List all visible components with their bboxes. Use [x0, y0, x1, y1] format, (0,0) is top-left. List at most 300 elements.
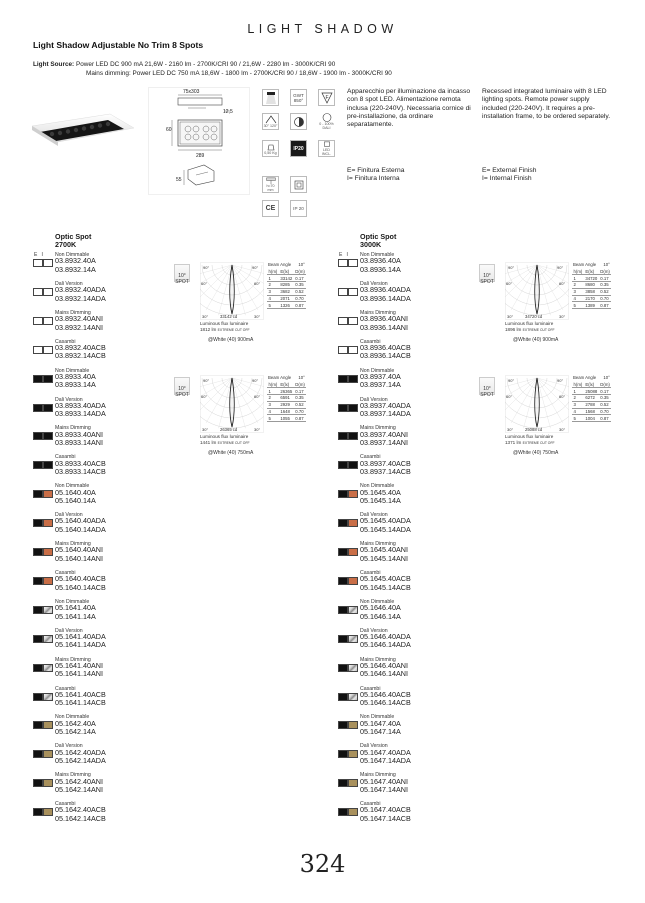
table-cell: 1004 — [584, 415, 599, 422]
finish-external-swatch — [338, 375, 348, 383]
table-cell: 4 — [267, 295, 279, 302]
table-cell: 0.35 — [294, 282, 307, 289]
table-row — [267, 288, 306, 295]
finish-internal-swatch — [43, 808, 53, 816]
product-code: 05.1645.40ACB — [360, 574, 411, 584]
finish-external-swatch — [338, 404, 348, 412]
finish-external-swatch — [33, 490, 43, 498]
product-code: 05.1647.40A — [360, 718, 401, 728]
finish-internal-swatch — [348, 346, 358, 354]
table-header-cell: E(lx) — [584, 381, 599, 388]
version-label: Non Dimmable — [55, 367, 90, 374]
table-header-cell: D(m) — [295, 268, 305, 274]
polar-diagram — [200, 375, 264, 433]
finish-external-swatch — [33, 432, 43, 440]
product-code: 05.1642.40ANI — [55, 776, 103, 786]
product-code: 05.1645.40A — [360, 487, 401, 497]
finish-internal-swatch — [348, 779, 358, 787]
finish-internal-swatch — [348, 432, 358, 440]
version-label: Dali Version — [55, 396, 83, 403]
product-code: 03.8937.14A — [360, 380, 401, 390]
f-mark-icon — [318, 89, 335, 106]
finish-internal-swatch — [43, 693, 53, 701]
product-code: 05.1642.14ACB — [55, 813, 106, 823]
product-code: 03.8936.40ADA — [360, 285, 411, 295]
description-italian: Apparecchio per illuminazione da incasso con 8 spot LED. Alimentazione remota inclusa (220-240V). Necessaria cornice di pre-installazione, da ordinare separatamente. — [347, 88, 471, 129]
product-code: 05.1642.14A — [55, 727, 96, 737]
version-label: Dali Version — [55, 743, 83, 750]
power-caption: @White (40) 900mA — [513, 337, 559, 343]
finish-internal-swatch — [43, 721, 53, 729]
version-label: Non Dimmable — [55, 598, 90, 605]
polar-angle-label: 60° — [559, 394, 566, 399]
table-cell: 0.70 — [599, 295, 612, 302]
table-cell: 0.17 — [599, 275, 612, 282]
finish-internal-swatch — [348, 606, 358, 614]
ce-mark-icon: CE — [262, 200, 279, 217]
polar-angle-label: 30° — [254, 427, 261, 432]
table-header-cell: h(m) — [268, 268, 278, 274]
polar-angle-label: 90° — [203, 265, 210, 270]
version-label: Mains Dimming — [55, 425, 91, 432]
product-code: 03.8936.14ACB — [360, 351, 411, 361]
table-header-row — [267, 381, 306, 388]
ip20-badge-icon: IP20 — [290, 140, 307, 157]
finish-internal-swatch — [43, 346, 53, 354]
finish-external-swatch — [33, 750, 43, 758]
finish-external-swatch — [338, 779, 348, 787]
version-label: Non Dimmable — [360, 483, 395, 490]
dimmer-icon — [290, 113, 307, 130]
luminous-flux-label: Luminous flux luminaire — [200, 434, 249, 439]
finish-ei-label: E I — [34, 252, 43, 258]
table-row — [267, 275, 306, 282]
finish-external-swatch — [338, 606, 348, 614]
finish-internal-swatch — [43, 375, 53, 383]
beam-angle-title — [573, 375, 610, 380]
finish-external-swatch — [33, 721, 43, 729]
recess-height-icon — [262, 176, 279, 193]
version-label: Mains Dimming — [360, 772, 396, 779]
product-code: 05.1647.40ADA — [360, 747, 411, 757]
product-code: 03.8936.40A — [360, 256, 401, 266]
finish-external-swatch — [33, 461, 43, 469]
product-code: 03.8932.14ACB — [55, 351, 106, 361]
product-code: 05.1641.40ACB — [55, 689, 106, 699]
finish-internal-swatch — [348, 461, 358, 469]
beam-angle-value: 10° — [603, 262, 610, 267]
product-code: 05.1640.14A — [55, 495, 96, 505]
flux-note: EXTREME CUT OFF — [522, 327, 555, 332]
finish-external-swatch — [33, 375, 43, 383]
product-code: 03.8933.14A — [55, 380, 96, 390]
table-cell: 1326 — [279, 302, 294, 309]
product-code: 05.1641.14ANI — [55, 669, 103, 679]
table-header-cell: h(m) — [268, 381, 278, 387]
finish-external-swatch — [338, 750, 348, 758]
table-row — [572, 408, 611, 415]
version-label: Casambi — [55, 338, 76, 345]
flux-note: EXTREME CUT OFF — [217, 327, 250, 332]
version-label: Mains Dimming — [360, 541, 396, 547]
flux-lumen: 1812 lm — [200, 326, 217, 332]
version-label: Dali Version — [55, 280, 83, 287]
finish-external-swatch — [33, 606, 43, 614]
product-code: 05.1642.40ADA — [55, 747, 106, 757]
flux-lumen: 1371 lm — [505, 439, 522, 445]
finish-internal-swatch — [348, 404, 358, 412]
finish-external-swatch — [338, 461, 348, 469]
table-cell: 2788 — [584, 401, 599, 408]
table-cell: 0.52 — [599, 401, 612, 408]
polar-angle-label: 90° — [508, 265, 515, 270]
version-label: Casambi — [55, 801, 76, 808]
finish-external-swatch — [33, 317, 43, 325]
finish-internal-swatch — [43, 750, 53, 758]
illuminance-table — [572, 268, 611, 309]
product-code: 05.1641.14A — [55, 611, 96, 621]
finish-internal-swatch — [43, 577, 53, 585]
product-code: 05.1642.14ANI — [55, 784, 103, 794]
finish-internal-swatch — [43, 317, 53, 325]
polar-angle-label: 60° — [201, 281, 208, 286]
finish-external-swatch — [33, 664, 43, 672]
light-source-label: Light Source: — [33, 61, 75, 68]
tilt-angle-icon — [262, 113, 279, 130]
finish-internal-swatch — [348, 519, 358, 527]
product-code: 03.8932.40ADA — [55, 285, 106, 295]
product-code: 03.8932.40ANI — [55, 314, 103, 324]
table-header-cell: E(lx) — [279, 268, 294, 275]
led-included-caption: LED INCL. — [321, 148, 332, 156]
table-cell: 2 — [267, 282, 279, 289]
table-row — [572, 275, 611, 282]
beam-angle-title — [573, 262, 610, 267]
table-row — [267, 282, 306, 289]
beam-angle-value: 10° — [298, 375, 305, 380]
product-code: 03.8932.14ADA — [55, 293, 106, 303]
polar-diagram — [505, 375, 569, 433]
product-code: 03.8936.40ACB — [360, 343, 411, 352]
version-label: Mains Dimming — [55, 309, 91, 316]
column-title-optic: Optic Spot — [55, 232, 92, 241]
product-code: 05.1647.14ACB — [360, 813, 411, 823]
description-english: Recessed integrated luminaire with 8 LED lighting spots. Remote power supply included (220-240V). It requires a pre-installation frame, to be ordered separately. — [482, 88, 611, 120]
version-label: Casambi — [55, 454, 76, 461]
polar-angle-label: 60° — [506, 394, 513, 399]
column-title-cct: 3000K — [360, 240, 382, 249]
table-row — [267, 295, 306, 302]
table-row — [572, 388, 611, 395]
product-code: 05.1646.40A — [360, 603, 401, 613]
table-cell: 0.35 — [599, 282, 612, 289]
product-code: 05.1641.14ACB — [55, 698, 106, 708]
recess-height-caption: h=70 mm — [266, 184, 275, 192]
table-cell: 3 — [267, 401, 279, 408]
product-code: 05.1646.14A — [360, 611, 401, 621]
product-code: 03.8932.14A — [55, 264, 96, 274]
light-source-line-1 — [33, 61, 335, 68]
product-code: 05.1640.14ACB — [55, 582, 106, 592]
table-cell: 0.87 — [599, 415, 612, 422]
table-cell: 0.87 — [294, 302, 307, 309]
finish-internal-swatch — [43, 606, 53, 614]
table-row — [572, 295, 611, 302]
table-cell: 0.70 — [294, 295, 307, 302]
finish-internal-swatch — [43, 519, 53, 527]
version-label: Dali Version — [55, 627, 83, 634]
finish-it-external: E= Finitura Esterna — [347, 167, 405, 174]
version-label: Non Dimmable — [55, 252, 90, 258]
table-cell: 0.70 — [599, 408, 612, 415]
finish-internal-swatch — [348, 808, 358, 816]
polar-angle-label: 60° — [559, 281, 566, 286]
product-code: 05.1640.40ADA — [55, 516, 106, 526]
product-code: 05.1640.14ADA — [55, 524, 106, 534]
spot-label: 10° SPOT — [480, 386, 494, 398]
spot-label: 10° SPOT — [175, 386, 189, 398]
finish-external-swatch — [33, 779, 43, 787]
finish-internal-swatch — [348, 664, 358, 672]
polar-diagram — [200, 262, 264, 320]
product-code: 03.8933.14ACB — [55, 467, 106, 476]
spot-label: 10° SPOT — [175, 273, 189, 285]
table-cell: 1389 — [584, 302, 599, 309]
table-cell: 3858 — [584, 288, 599, 295]
frame-icon — [290, 176, 307, 193]
polar-angle-label: 30° — [202, 427, 209, 432]
version-label: Mains Dimming — [55, 656, 91, 663]
finish-external-swatch — [338, 346, 348, 354]
product-code: 03.8932.14ANI — [55, 322, 103, 332]
finish-internal-swatch — [43, 635, 53, 643]
luminous-flux-value — [505, 440, 555, 446]
ip-rating-icon — [290, 200, 307, 217]
table-row — [572, 288, 611, 295]
table-header-cell: h(m) — [573, 268, 583, 274]
polar-angle-label: 30° — [507, 427, 514, 432]
beam-angle-value: 10° — [603, 375, 610, 380]
finish-external-swatch — [338, 432, 348, 440]
polar-angle-label: 30° — [507, 314, 514, 319]
dim-side: 55 — [176, 177, 182, 183]
dim-left: 60 — [166, 127, 172, 133]
product-code: 03.8936.14ADA — [360, 293, 411, 303]
table-cell: 0.52 — [294, 401, 307, 408]
polar-intensity-label: 26365 cd — [220, 427, 238, 432]
luminous-flux-value — [200, 440, 250, 446]
finish-external-swatch — [33, 259, 43, 267]
table-cell: 1648 — [279, 408, 294, 415]
gwt-850-icon: GWT 850° — [290, 89, 307, 106]
polar-angle-label: 90° — [557, 265, 564, 270]
column-title-cct: 2700K — [55, 240, 77, 249]
table-cell: 0.87 — [294, 415, 307, 422]
product-code: 03.8936.40ANI — [360, 314, 408, 324]
finish-external-swatch — [338, 721, 348, 729]
product-code: 05.1640.40ACB — [55, 574, 106, 584]
finish-external-swatch — [338, 519, 348, 527]
table-cell: 1 — [572, 388, 584, 395]
table-header-row — [572, 381, 611, 388]
polar-angle-label: 90° — [252, 378, 259, 383]
beam-spot-icon — [262, 89, 279, 106]
product-code: 05.1645.40ADA — [360, 516, 411, 526]
spot-label: 10° SPOT — [480, 273, 494, 285]
weight-caption: 0,50 Kg — [264, 150, 277, 155]
finish-external-swatch — [33, 577, 43, 585]
power-caption: @White (40) 750mA — [208, 450, 254, 456]
finish-external-swatch — [338, 548, 348, 556]
table-header-cell: E(lx) — [279, 381, 294, 388]
version-label: Non Dimmable — [360, 367, 395, 374]
finish-internal-swatch — [348, 721, 358, 729]
finish-external-swatch — [33, 808, 43, 816]
light-source-text-1: Power LED DC 900 mA 21,6W - 2160 lm - 2700K/CRI 90 / 21,6W - 2280 lm - 3000K/CRI 90 — [75, 61, 336, 68]
product-code: 03.8936.14ANI — [360, 322, 408, 332]
luminous-flux-value — [505, 327, 555, 333]
product-code: 05.1646.14ANI — [360, 669, 408, 679]
finish-en-internal: I= Internal Finish — [482, 175, 532, 182]
table-row — [267, 388, 306, 395]
table-cell: 3 — [267, 288, 279, 295]
finish-external-swatch — [338, 808, 348, 816]
version-label: Non Dimmable — [360, 714, 395, 721]
table-cell: 3 — [572, 288, 584, 295]
product-code: 03.8937.40ACB — [360, 458, 411, 468]
table-row — [267, 415, 306, 422]
product-code: 05.1640.14ANI — [55, 553, 103, 563]
version-label: Mains Dimming — [360, 309, 396, 316]
table-cell: 5 — [572, 415, 584, 422]
flux-lumen: 1896 lm — [505, 326, 522, 332]
illuminance-table — [267, 268, 306, 309]
table-row — [572, 282, 611, 289]
product-code: 03.8933.40A — [55, 371, 96, 381]
version-label: Casambi — [360, 454, 381, 461]
table-row — [572, 415, 611, 422]
tilt-angle-caption: 30° 120° — [263, 124, 278, 128]
product-code: 05.1646.14ADA — [360, 640, 411, 650]
table-cell: 8285 — [279, 282, 294, 289]
brand-title: LIGHT SHADOW — [247, 22, 398, 36]
product-code: 03.8937.40ADA — [360, 400, 411, 410]
version-label: Casambi — [55, 685, 76, 692]
luminous-flux-value — [200, 327, 250, 333]
version-label: Casambi — [360, 569, 381, 576]
polar-angle-label: 30° — [559, 427, 566, 432]
polar-angle-label: 30° — [254, 314, 261, 319]
beam-angle-label: Beam Angle — [573, 375, 597, 380]
beam-angle-title — [268, 375, 305, 380]
product-code: 03.8932.40A — [55, 256, 96, 266]
flux-note: EXTREME CUT OFF — [522, 440, 555, 445]
table-cell: 0.52 — [294, 288, 307, 295]
product-photo — [30, 112, 136, 156]
product-code: 05.1647.14ADA — [360, 756, 411, 765]
table-cell: 5 — [267, 302, 279, 309]
finish-internal-swatch — [43, 259, 53, 267]
table-cell: 0.17 — [294, 275, 307, 282]
table-cell: 4 — [572, 295, 584, 302]
beam-angle-label: Beam Angle — [268, 375, 292, 380]
technical-drawing — [148, 87, 250, 195]
version-label: Dali Version — [55, 512, 83, 519]
finish-external-swatch — [338, 490, 348, 498]
finish-external-swatch — [338, 577, 348, 585]
weight-icon — [262, 140, 279, 157]
table-row — [267, 302, 306, 309]
version-label: Dali Version — [360, 743, 388, 750]
beam-angle-label: Beam Angle — [268, 262, 292, 267]
illuminance-table — [572, 381, 611, 422]
table-row — [572, 401, 611, 408]
version-label: Mains Dimming — [55, 541, 91, 547]
finish-internal-swatch — [348, 259, 358, 267]
product-code: 03.8937.14ANI — [360, 438, 408, 448]
version-label: Mains Dimming — [55, 772, 91, 779]
table-row — [572, 302, 611, 309]
version-label: Dali Version — [360, 396, 388, 403]
table-cell: 0.35 — [294, 395, 307, 402]
table-row — [572, 395, 611, 402]
dali-caption: 0 - 100% DALI — [319, 122, 334, 130]
polar-diagram — [505, 262, 569, 320]
table-cell: 8680 — [584, 282, 599, 289]
table-cell: 1055 — [279, 415, 294, 422]
finish-external-swatch — [33, 346, 43, 354]
product-code: 03.8933.40ACB — [55, 458, 106, 468]
finish-external-swatch — [338, 635, 348, 643]
product-code: 05.1642.40A — [55, 718, 96, 728]
polar-angle-label: 90° — [557, 378, 564, 383]
table-header-row — [267, 268, 306, 275]
dali-icon — [318, 113, 335, 130]
version-label: Dali Version — [360, 512, 388, 519]
finish-internal-swatch — [43, 461, 53, 469]
finish-internal-swatch — [348, 693, 358, 701]
finish-internal-swatch — [348, 750, 358, 758]
table-cell: 1 — [572, 275, 584, 282]
column-title-optic: Optic Spot — [360, 232, 397, 241]
product-code: 05.1642.40ACB — [55, 805, 106, 815]
table-cell: 34720 — [585, 275, 598, 281]
finish-internal-swatch — [348, 375, 358, 383]
table-cell: 25088 — [585, 388, 598, 394]
version-label: Non Dimmable — [360, 252, 395, 258]
table-cell: 2 — [572, 282, 584, 289]
finish-internal-swatch — [348, 635, 358, 643]
product-code: 05.1641.14ADA — [55, 640, 106, 650]
product-code: 05.1646.40ACB — [360, 689, 411, 699]
product-code: 05.1641.40A — [55, 603, 96, 613]
finish-external-swatch — [338, 664, 348, 672]
product-code: 05.1640.40A — [55, 487, 96, 497]
version-label: Mains Dimming — [360, 425, 396, 432]
finish-internal-swatch — [43, 404, 53, 412]
finish-external-swatch — [33, 404, 43, 412]
table-cell: 0.17 — [599, 388, 612, 395]
table-cell: 3682 — [279, 288, 294, 295]
finish-internal-swatch — [43, 432, 53, 440]
table-cell: 1 — [267, 275, 279, 282]
table-cell: 3 — [572, 401, 584, 408]
product-code: 05.1645.14ANI — [360, 553, 408, 563]
finish-external-swatch — [338, 259, 348, 267]
table-cell: 26365 — [280, 388, 293, 394]
finish-external-swatch — [33, 548, 43, 556]
polar-angle-label: 90° — [252, 265, 259, 270]
